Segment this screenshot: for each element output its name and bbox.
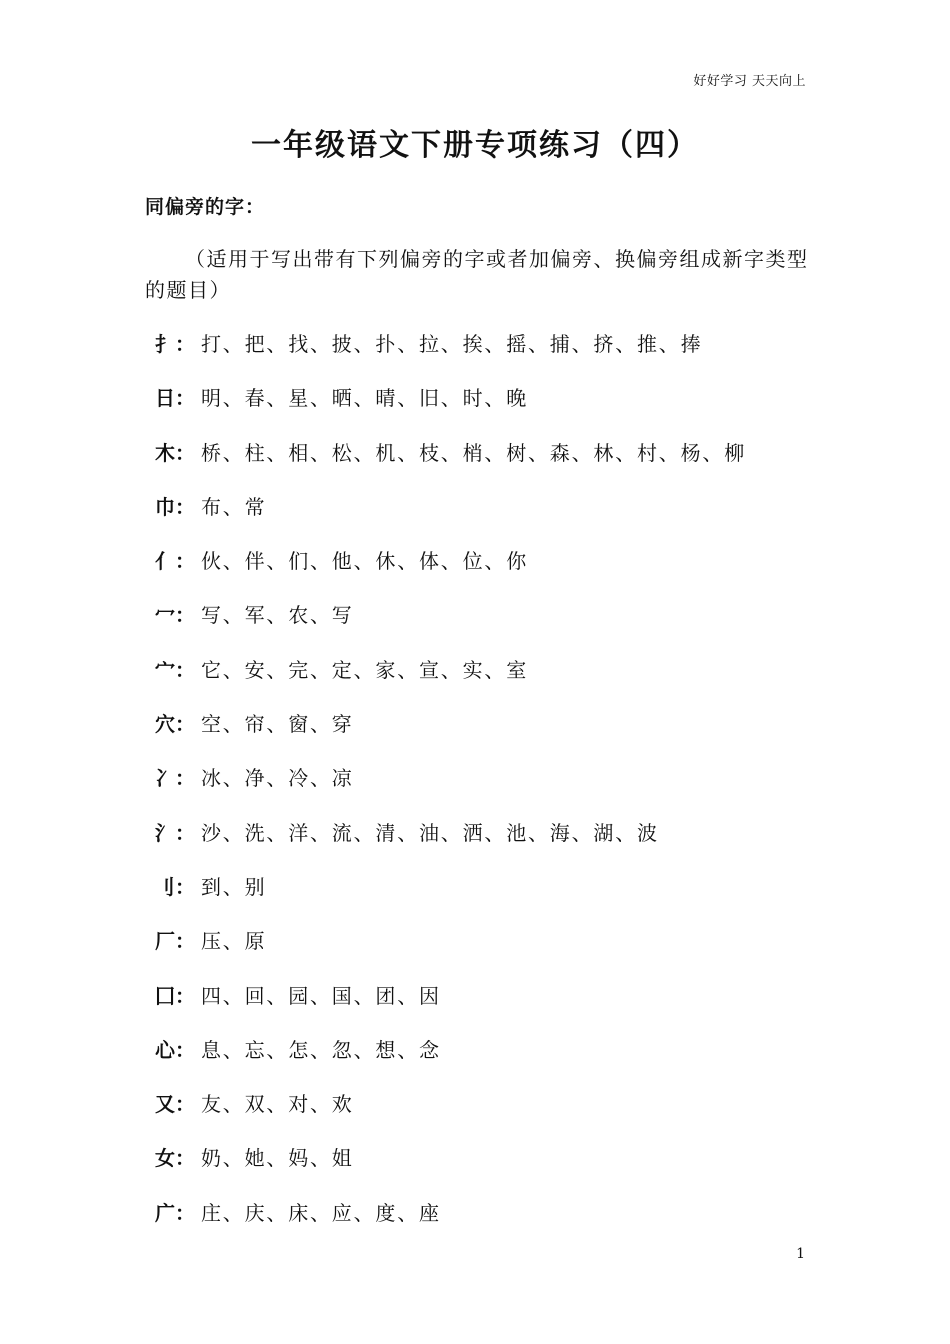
radical-label: 穴： xyxy=(155,712,195,737)
radical-row xyxy=(155,491,835,545)
radical-row xyxy=(155,925,835,979)
radical-row xyxy=(155,437,835,491)
radical-label: 氵： xyxy=(155,820,195,845)
radical-label: 厂： xyxy=(155,929,195,954)
radical-characters: 空、帘、窗、穿 xyxy=(201,712,354,737)
radical-characters: 压、原 xyxy=(201,929,267,954)
radical-characters: 布、常 xyxy=(201,494,267,519)
radical-characters: 打、把、找、披、扑、拉、挨、摇、捕、挤、推、捧 xyxy=(201,332,703,356)
radical-row xyxy=(155,328,835,382)
radical-row xyxy=(155,1142,835,1196)
radical-characters: 沙、洗、洋、流、清、油、洒、池、海、湖、波 xyxy=(201,820,659,845)
radical-label: 又： xyxy=(155,1092,195,1117)
radical-characters: 冰、净、冷、凉 xyxy=(201,766,354,791)
radical-label: 宀： xyxy=(155,657,195,682)
radical-characters: 伙、伴、们、他、休、体、位、你 xyxy=(201,549,528,574)
radical-label: 冫： xyxy=(155,766,195,791)
radical-characters: 写、军、农、写 xyxy=(201,603,354,628)
radical-row xyxy=(155,545,835,599)
radical-row xyxy=(155,817,835,871)
radical-row xyxy=(155,871,835,925)
document-title: 一年级语文下册专项练习（四） xyxy=(251,128,699,163)
page-header-motto: 好好学习 天天向上 xyxy=(693,74,806,89)
radical-label: 广： xyxy=(155,1200,195,1225)
radical-label: 冖： xyxy=(155,603,195,628)
radical-label: 扌： xyxy=(155,332,195,356)
radical-row xyxy=(155,762,835,816)
radical-characters: 明、春、星、晒、晴、旧、时、晚 xyxy=(201,386,528,411)
radical-characters: 到、别 xyxy=(201,874,267,899)
section-heading: 同偏旁的字： xyxy=(145,196,266,218)
radical-label: 日： xyxy=(155,386,195,411)
radical-label: 巾： xyxy=(155,494,195,519)
radical-characters: 友、双、对、欢 xyxy=(201,1092,354,1117)
radical-characters: 庄、庆、床、应、度、座 xyxy=(201,1200,441,1225)
page-number: 1 xyxy=(796,1246,805,1262)
radical-label: 刂： xyxy=(155,874,195,899)
radical-row xyxy=(155,1034,835,1088)
radical-characters: 息、忘、怎、忽、想、念 xyxy=(201,1037,441,1062)
radical-label: 女： xyxy=(155,1146,195,1171)
radical-row xyxy=(155,599,835,653)
radical-list xyxy=(155,328,835,1251)
radical-label: 囗： xyxy=(155,983,195,1008)
radical-label: 亻： xyxy=(155,549,195,574)
radical-row xyxy=(155,1197,835,1251)
radical-label: 心： xyxy=(155,1037,195,1062)
radical-characters: 四、回、园、国、团、因 xyxy=(201,983,441,1008)
radical-row xyxy=(155,1088,835,1142)
radical-row xyxy=(155,980,835,1034)
section-description: （适用于写出带有下列偏旁的字或者加偏旁、换偏旁组成新字类型的题目） xyxy=(145,247,809,302)
radical-row xyxy=(155,654,835,708)
radical-characters: 桥、柱、相、松、机、枝、梢、树、森、林、村、杨、柳 xyxy=(201,440,746,465)
radical-row xyxy=(155,382,835,436)
radical-characters: 奶、她、妈、姐 xyxy=(201,1146,354,1171)
radical-characters: 它、安、完、定、家、宣、实、室 xyxy=(201,657,528,682)
radical-label: 木： xyxy=(155,440,195,465)
radical-row xyxy=(155,708,835,762)
